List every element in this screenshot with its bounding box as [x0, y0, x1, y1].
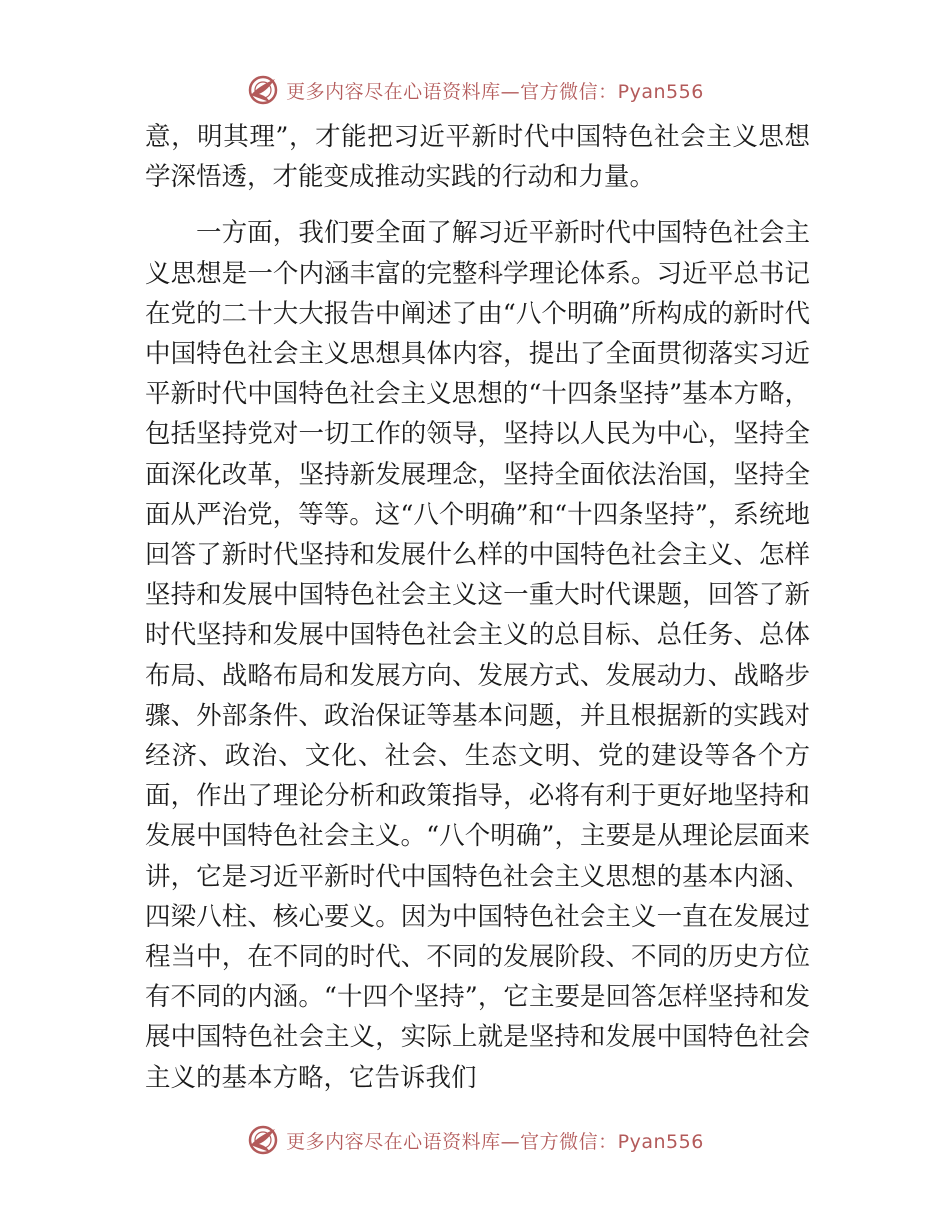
- header-banner-inner: [246, 73, 704, 107]
- paragraph-main: 一方面，我们要全面了解习近平新时代中国特色社会主义思想是一个内涵丰富的完整科学理论体系。习近平总书记在党的二十大大报告中阐述了由“八个明确”所构成的新时代中国特色社会主义思想具体内容，提出了全面贯彻落实习近平新时代中国特色社会主义思想的“十四条坚持”基本方略，包括坚持党对一切工作的领导，坚持以人民为中心，坚持全面深化改革，坚持新发展理念，坚持全面依法治国，坚持全面从严治党，等等。这“八个明确”和“十四条坚持”，系统地回答了新时代坚持和发展什么样的中国特色社会主义、怎样坚持和发展中国特色社会主义这一重大时代课题，回答了新时代坚持和发展中国特色社会主义的总目标、总任务、总体布局、战略布局和发展方向、发展方式、发展动力、战略步骤、外部条件、政治保证等基本问题，并且根据新的实践对经济、政治、文化、社会、生态文明、党的建设等各个方面，作出了理论分析和政策指导，必将有利于更好地坚持和发展中国特色社会主义。“八个明确”，主要是从理论层面来讲，它是习近平新时代中国特色社会主义思想的基本内涵、四梁八柱、核心要义。因为中国特色社会主义一直在发展过程当中，在不同的时代、不同的发展阶段、不同的历史方位有不同的内涵。“十四个坚持”，它主要是回答怎样坚持和发展中国特色社会主义，实际上就是坚持和发展中国特色社会主义的基本方略，它告诉我们: [145, 218, 810, 1093]
- dove-seal-icon: [246, 1123, 280, 1157]
- footer-banner-inner: [246, 1123, 704, 1157]
- footer-banner-text: 更多内容尽在心语资料库—官方微信：Pyan556: [286, 1130, 704, 1153]
- header-banner-text: 更多内容尽在心语资料库—官方微信：Pyan556: [286, 80, 704, 103]
- document-body: [145, 117, 810, 1098]
- dove-seal-icon: [246, 73, 280, 107]
- header-banner: [0, 70, 950, 110]
- footer-banner: [0, 1120, 950, 1160]
- paragraph-continuation: 意，明其理”，才能把习近平新时代中国特色社会主义思想学深悟透，才能变成推动实践的行动和力量。: [145, 122, 810, 193]
